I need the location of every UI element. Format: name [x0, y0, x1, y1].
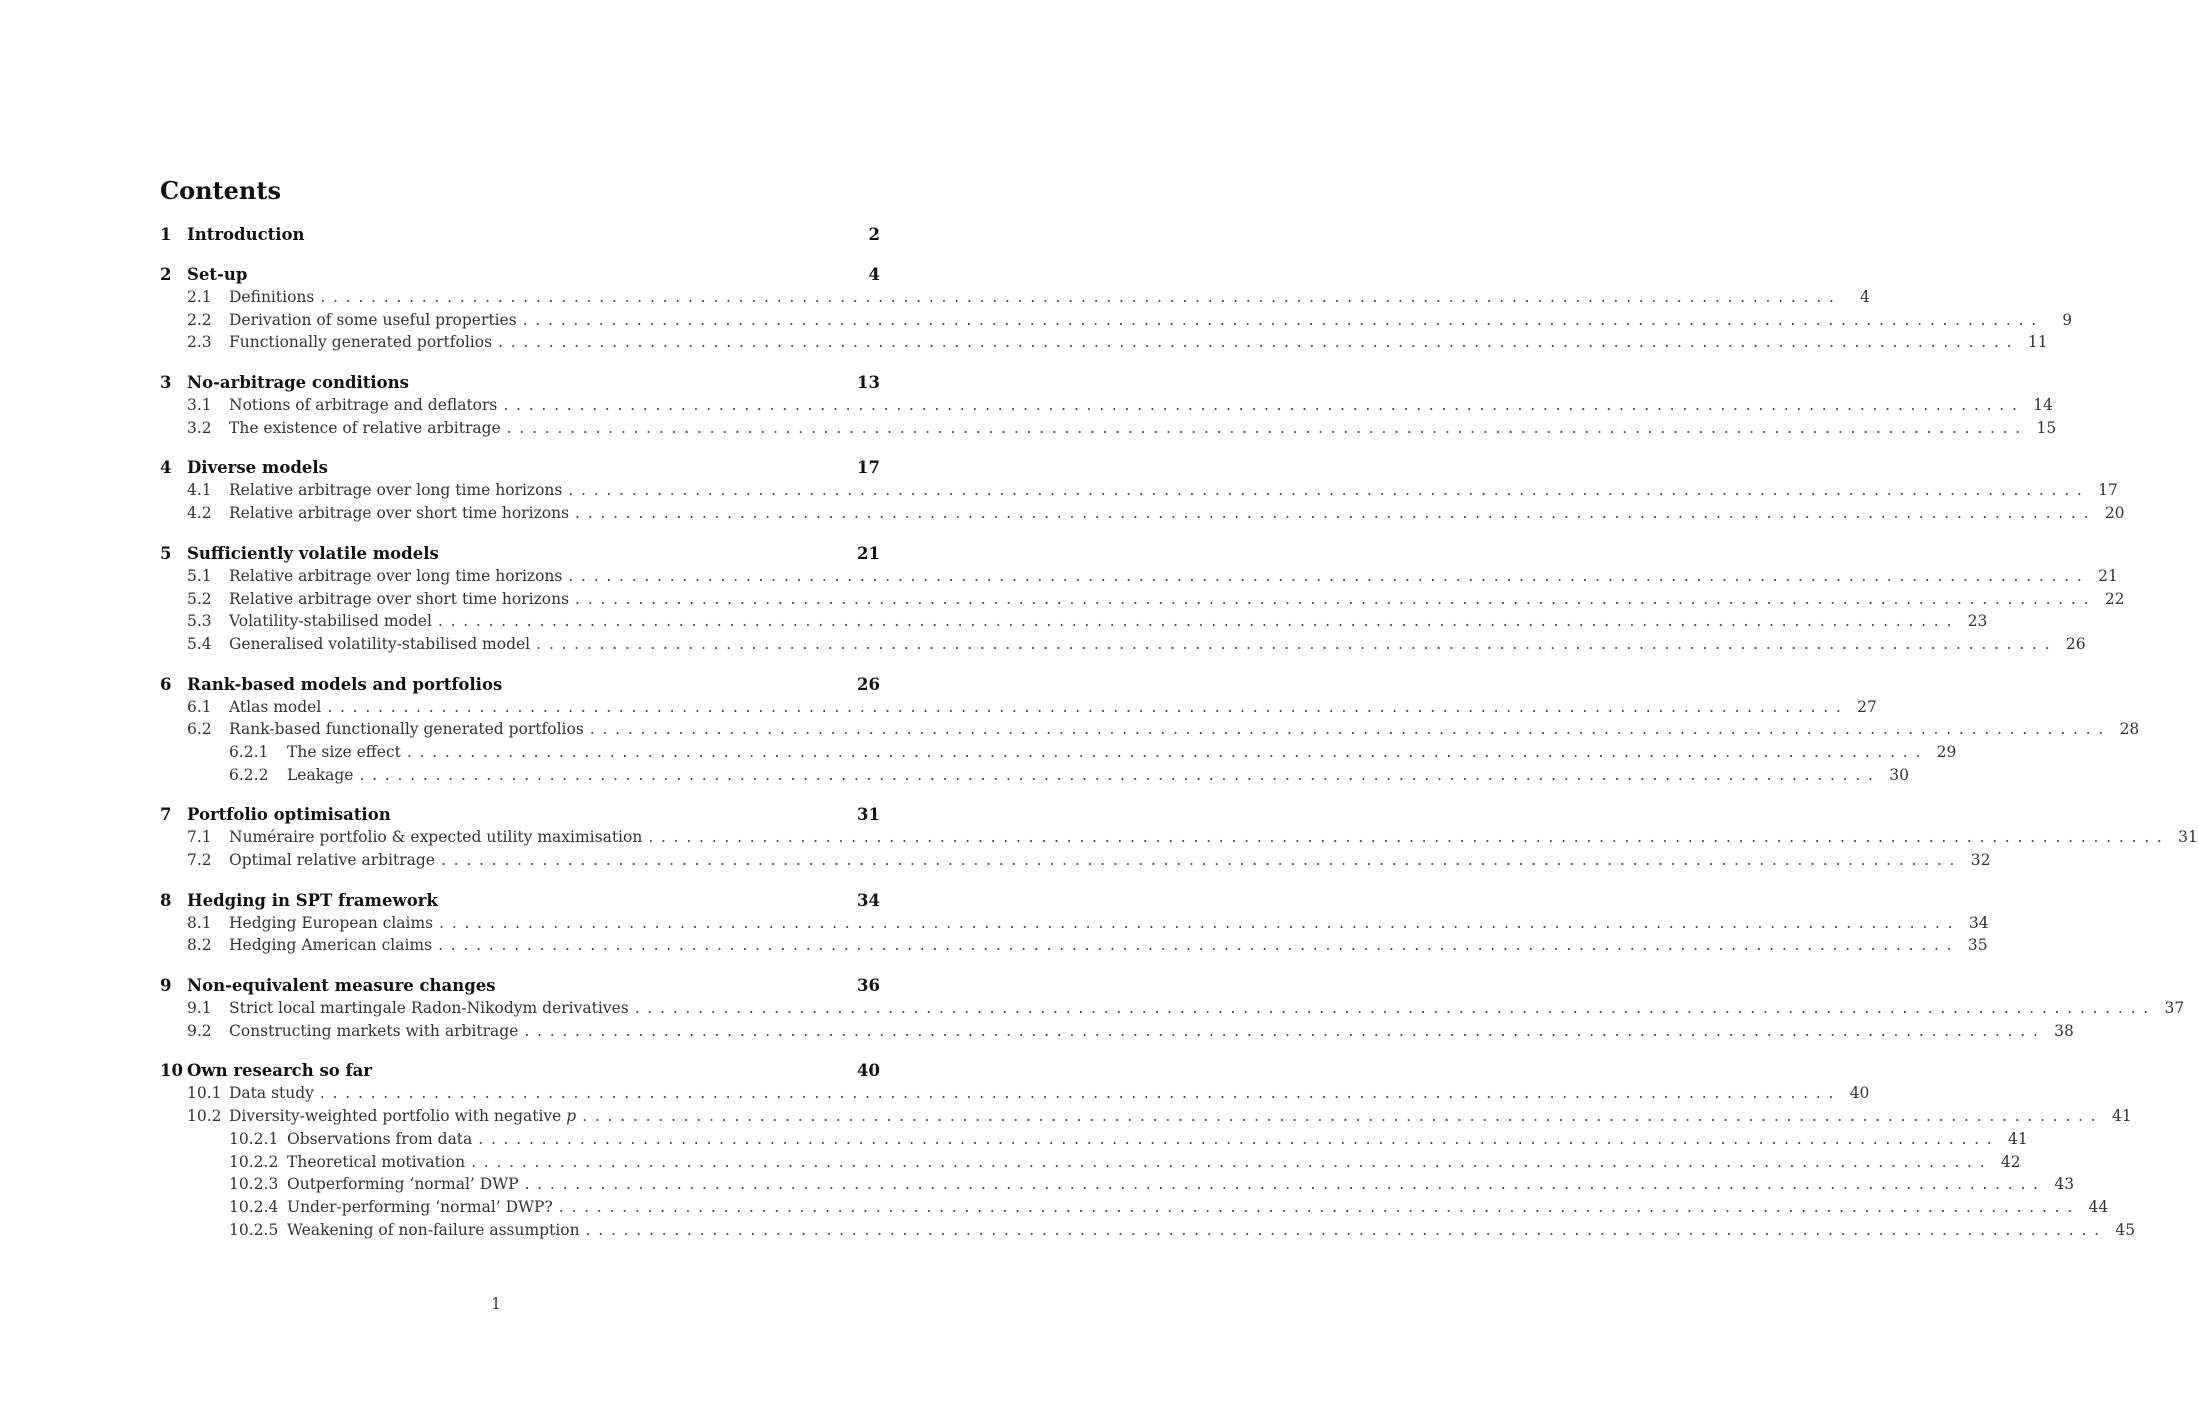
dot-leader: . . . . . . . . . . . . . . . . . . . . . . . . . . . . . . . . . . . . . . . . . . . . . . . . . . . . . . . . . . . . . . . . . . . . . . . . . . . . . . . . . . . . . . . . . . . . . . . . . . . . . . . . . . . . . . . . . . . . . . . .: [585, 1220, 2100, 1239]
entry-page: 14: [2033, 396, 2053, 415]
dot-leader: . . . . . . . . . . . . . . . . . . . . . . . . . . . . . . . . . . . . . . . . . . . . . . . . . . . . . . . . . . . . . . . . . . . . . . . . . . . . . . . . . . . . . . . . . . . . . . . . . . . . . . . . . . . . . . . . . . . . . . . .: [327, 697, 1841, 716]
toc-section: [160, 976, 2185, 1044]
entry-title: Data study: [229, 1084, 314, 1103]
entry-number: 3.1: [187, 396, 212, 415]
entry-title: Constructing markets with arbitrage: [229, 1021, 519, 1040]
entry-page: 28: [2119, 720, 2140, 739]
entry-page: 31: [2178, 828, 2198, 847]
dot-leader: . . . . . . . . . . . . . . . . . . . . . . . . . . . . . . . . . . . . . . . . . . . . . . . . . . . . . . . . . . . . . . . . . . . . . . . . . . . . . . . . . . . . . . . . . . . . . . . . . . . . . . . . . . . . . . . . . . . . . . . .: [319, 1084, 1834, 1103]
entry-page: 26: [2065, 634, 2086, 653]
dot-leader: . . . . . . . . . . . . . . . . . . . . . . . . . . . . . . . . . . . . . . . . . . . . . . . . . . . . . . . . . . . . . . . . . . . . . . . . . . . . . . . . . . . . . . . . . . . . . . . . . . . . . . . . . . . . . . . . . . . . . . . .: [575, 504, 2089, 523]
dot-leader: . . . . . . . . . . . . . . . . . . . . . . . . . . . . . . . . . . . . . . . . . . . . . . . . . . . . . . . . . . . . . . . . . . . . . . . . . . . . . . . . . . . . . . . . . . . . . . . . . . . . . . . . . . . . . . . . . . . . . . . .: [439, 913, 1953, 932]
toc-subsection-link[interactable]: [160, 396, 2053, 419]
toc-section: [160, 458, 2125, 526]
chapter-number: 6: [160, 674, 172, 694]
toc-section: [160, 225, 880, 248]
entry-page: 20: [2104, 504, 2125, 523]
toc-section: [160, 674, 2140, 789]
toc-subsubsection-link[interactable]: [160, 1197, 2109, 1221]
entry-title: Notions of arbitrage and deflators: [229, 396, 498, 415]
entry-title: Relative arbitrage over short time horizons: [229, 589, 570, 608]
toc-subsection-link[interactable]: [160, 481, 2118, 504]
entry-title: Atlas model: [229, 697, 322, 716]
entry-page: 11: [2027, 333, 2048, 352]
entry-title: Hedging American claims: [229, 936, 433, 955]
entry-title: Leakage: [287, 765, 354, 784]
entry-number: 9.1: [187, 999, 212, 1018]
dot-leader: . . . . . . . . . . . . . . . . . . . . . . . . . . . . . . . . . . . . . . . . . . . . . . . . . . . . . . . . . . . . . . . . . . . . . . . . . . . . . . . . . . . . . . . . . . . . . . . . . . . . . . . . . . . . . . . . . . . . . . . .: [437, 612, 1952, 631]
entry-number: 8.2: [187, 936, 212, 955]
entry-title: Functionally generated portfolios: [229, 333, 493, 352]
entry-title: Weakening of non-failure assumption: [287, 1220, 580, 1239]
toc-subsection-link[interactable]: [160, 828, 2198, 851]
toc-section: [160, 265, 2073, 356]
entry-page: 44: [2088, 1197, 2109, 1216]
entry-number: 10.2.1: [229, 1129, 279, 1148]
toc-subsection-link[interactable]: [160, 612, 1988, 635]
chapter-number: 8: [160, 890, 172, 910]
chapter-number: 2: [160, 265, 172, 284]
chapter-number: 5: [160, 543, 172, 563]
entry-page: 32: [1970, 851, 1991, 869]
entry-title: Under-performing ‘normal’ DWP?: [287, 1197, 553, 1216]
entry-number: 6.2.2: [229, 765, 269, 784]
toc-subsubsection-link[interactable]: [160, 1175, 2075, 1198]
entry-number: 7.2: [187, 851, 212, 869]
entry-page: 38: [2054, 1021, 2074, 1040]
chapter-page: 4: [868, 265, 880, 284]
toc-chapter-link[interactable]: [160, 458, 880, 481]
chapter-title: Own research so far: [187, 1061, 372, 1081]
entry-page: 27: [1857, 697, 1877, 716]
toc-chapter-link[interactable]: [160, 891, 880, 914]
toc-section: [160, 373, 2057, 441]
entry-number: 4.2: [187, 504, 212, 523]
dot-leader: . . . . . . . . . . . . . . . . . . . . . . . . . . . . . . . . . . . . . . . . . . . . . . . . . . . . . . . . . . . . . . . . . . . . . . . . . . . . . . . . . . . . . . . . . . . . . . . . . . . . . . . . . . . . . . . . . . . . . . . .: [440, 851, 1955, 869]
chapter-page: 40: [857, 1061, 880, 1081]
entry-number: 4.1: [187, 481, 212, 500]
toc-section: [160, 805, 2198, 873]
dot-leader: . . . . . . . . . . . . . . . . . . . . . . . . . . . . . . . . . . . . . . . . . . . . . . . . . . . . . . . . . . . . . . . . . . . . . . . . . . . . . . . . . . . . . . . . . . . . . . . . . . . . . . . . . . . . . . . . . . . . . . . .: [438, 936, 1952, 955]
toc-subsubsection-link[interactable]: [160, 742, 1957, 766]
entry-page: 42: [2000, 1152, 2021, 1171]
toc-subsection-link[interactable]: [160, 851, 1991, 874]
dot-leader: . . . . . . . . . . . . . . . . . . . . . . . . . . . . . . . . . . . . . . . . . . . . . . . . . . . . . . . . . . . . . . . . . . . . . . . . . . . . . . . . . . . . . . . . . . . . . . . . . . . . . . . . . . . . . . . . . . . . . . . .: [498, 333, 2012, 352]
entry-number: 7.1: [187, 828, 212, 847]
chapter-page: 34: [857, 890, 880, 910]
dot-leader: . . . . . . . . . . . . . . . . . . . . . . . . . . . . . . . . . . . . . . . . . . . . . . . . . . . . . . . . . . . . . . . . . . . . . . . . . . . . . . . . . . . . . . . . . . . . . . . . . . . . . . . . . . . . . . . . . . . . . . . .: [568, 566, 2082, 585]
entry-title: Strict local martingale Radon-Nikodym derivatives: [229, 999, 629, 1018]
toc-chapter-link[interactable]: [160, 675, 880, 698]
entry-number: 10.2.5: [229, 1220, 279, 1239]
entry-number: 6.2.1: [229, 742, 269, 761]
dot-leader: . . . . . . . . . . . . . . . . . . . . . . . . . . . . . . . . . . . . . . . . . . . . . . . . . . . . . . . . . . . . . . . . . . . . . . . . . . . . . . . . . . . . . . . . . . . . . . . . . . . . . . . . . . . . . . . . . . . . . . . .: [524, 1021, 2038, 1040]
chapter-title: Set-up: [187, 265, 248, 284]
entry-number: 2.1: [187, 288, 212, 306]
chapter-page: 26: [857, 674, 880, 694]
chapter-title: Portfolio optimisation: [187, 805, 391, 825]
entry-title: Optimal relative arbitrage: [229, 851, 435, 869]
dot-leader: . . . . . . . . . . . . . . . . . . . . . . . . . . . . . . . . . . . . . . . . . . . . . . . . . . . . . . . . . . . . . . . . . . . . . . . . . . . . . . . . . . . . . . . . . . . . . . . . . . . . . . . . . . . . . . . . . . . . . . . .: [471, 1152, 1985, 1171]
page-number: 1: [491, 1295, 501, 1313]
toc-chapter-link[interactable]: [160, 544, 880, 567]
toc-subsection-link[interactable]: [160, 999, 2185, 1022]
chapter-title: Hedging in SPT framework: [187, 890, 438, 910]
entry-title: Diversity-weighted portfolio with negative p: [229, 1107, 577, 1126]
chapter-page: 21: [857, 543, 880, 563]
toc-subsection-link[interactable]: [160, 1107, 2132, 1130]
chapter-page: 17: [857, 458, 880, 478]
toc-subsection-link[interactable]: [160, 418, 2057, 442]
entry-title: Hedging European claims: [229, 913, 434, 932]
entry-page: 41: [2111, 1107, 2132, 1126]
toc-subsection-link[interactable]: [160, 288, 1870, 311]
entry-title: Outperforming ‘normal’ DWP: [287, 1175, 519, 1194]
toc-section: [160, 543, 2125, 658]
dot-leader: . . . . . . . . . . . . . . . . . . . . . . . . . . . . . . . . . . . . . . . . . . . . . . . . . . . . . . . . . . . . . . . . . . . . . . . . . . . . . . . . . . . . . . . . . . . . . . . . . . . . . . . . . . . . . . . . . . . . . . . .: [634, 999, 2149, 1018]
entry-number: 6.1: [187, 697, 212, 716]
chapter-title: Diverse models: [187, 458, 328, 478]
entry-title: Derivation of some useful properties: [229, 310, 517, 329]
entry-number: 5.2: [187, 589, 212, 608]
toc-subsection-link[interactable]: [160, 566, 2118, 590]
entry-page: 41: [2008, 1129, 2028, 1148]
toc-subsubsection-link[interactable]: [160, 1129, 2028, 1153]
toc-chapter-link[interactable]: [160, 976, 880, 999]
chapter-title: Non-equivalent measure changes: [187, 976, 496, 996]
entry-number: 10.2.4: [229, 1197, 279, 1216]
entry-page: 22: [2104, 589, 2125, 608]
toc-subsection-link[interactable]: [160, 310, 2073, 334]
entry-title: Relative arbitrage over short time horizons: [229, 504, 570, 523]
entry-number: 6.2: [187, 720, 212, 739]
entry-title: Generalised volatility-stabilised model: [229, 634, 531, 653]
chapter-page: 2: [868, 225, 880, 244]
dot-leader: . . . . . . . . . . . . . . . . . . . . . . . . . . . . . . . . . . . . . . . . . . . . . . . . . . . . . . . . . . . . . . . . . . . . . . . . . . . . . . . . . . . . . . . . . . . . . . . . . . . . . . . . . . . . . . . . . . . . . . . .: [320, 288, 1834, 306]
entry-page: 23: [1967, 612, 1988, 631]
contents-heading: Contents: [160, 176, 281, 205]
chapter-page: 31: [857, 805, 880, 825]
dot-leader: . . . . . . . . . . . . . . . . . . . . . . . . . . . . . . . . . . . . . . . . . . . . . . . . . . . . . . . . . . . . . . . . . . . . . . . . . . . . . . . . . . . . . . . . . . . . . . . . . . . . . . . . . . . . . . . . . . . . . . . .: [648, 828, 2162, 847]
entry-number: 8.1: [187, 913, 212, 932]
toc-subsection-link[interactable]: [160, 504, 2125, 527]
chapter-number: 3: [160, 373, 172, 393]
chapter-number: 10: [160, 1061, 183, 1081]
dot-leader: . . . . . . . . . . . . . . . . . . . . . . . . . . . . . . . . . . . . . . . . . . . . . . . . . . . . . . . . . . . . . . . . . . . . . . . . . . . . . . . . . . . . . . . . . . . . . . . . . . . . . . . . . . . . . . . . . . . . . . . .: [568, 481, 2082, 500]
toc-chapter-link[interactable]: [160, 805, 880, 828]
entry-page: 43: [2054, 1175, 2075, 1194]
entry-title: Relative arbitrage over long time horizons: [229, 481, 563, 500]
toc-subsection-link[interactable]: [160, 1021, 2074, 1045]
toc-chapter-link[interactable]: [160, 265, 880, 288]
entry-title: Theoretical motivation: [287, 1152, 466, 1171]
entry-number: 3.2: [187, 418, 212, 437]
entry-title: Relative arbitrage over long time horizons: [229, 566, 563, 585]
toc-subsection-link[interactable]: [160, 1084, 1870, 1107]
entry-number: 10.2: [187, 1107, 222, 1126]
dot-leader: . . . . . . . . . . . . . . . . . . . . . . . . . . . . . . . . . . . . . . . . . . . . . . . . . . . . . . . . . . . . . . . . . . . . . . . . . . . . . . . . . . . . . . . . . . . . . . . . . . . . . . . . . . . . . . . . . . . . . . . .: [582, 1107, 2096, 1126]
toc-subsection-link[interactable]: [160, 913, 1989, 937]
chapter-title: No-arbitrage conditions: [187, 373, 409, 393]
toc-chapter-link[interactable]: [160, 225, 880, 248]
dot-leader: . . . . . . . . . . . . . . . . . . . . . . . . . . . . . . . . . . . . . . . . . . . . . . . . . . . . . . . . . . . . . . . . . . . . . . . . . . . . . . . . . . . . . . . . . . . . . . . . . . . . . . . . . . . . . . . . . . . . . . . .: [406, 742, 1921, 761]
dot-leader: . . . . . . . . . . . . . . . . . . . . . . . . . . . . . . . . . . . . . . . . . . . . . . . . . . . . . . . . . . . . . . . . . . . . . . . . . . . . . . . . . . . . . . . . . . . . . . . . . . . . . . . . . . . . . . . . . . . . . . . .: [522, 310, 2037, 329]
entry-number: 10.1: [187, 1084, 222, 1103]
toc-subsection-link[interactable]: [160, 589, 2125, 613]
entry-number: 5.1: [187, 566, 212, 585]
chapter-number: 7: [160, 805, 172, 825]
dot-leader: . . . . . . . . . . . . . . . . . . . . . . . . . . . . . . . . . . . . . . . . . . . . . . . . . . . . . . . . . . . . . . . . . . . . . . . . . . . . . . . . . . . . . . . . . . . . . . . . . . . . . . . . . . . . . . . . . . . . . . . .: [503, 396, 2017, 415]
dot-leader: . . . . . . . . . . . . . . . . . . . . . . . . . . . . . . . . . . . . . . . . . . . . . . . . . . . . . . . . . . . . . . . . . . . . . . . . . . . . . . . . . . . . . . . . . . . . . . . . . . . . . . . . . . . . . . . . . . . . . . . .: [575, 589, 2089, 608]
toc-section: [160, 1061, 2136, 1243]
chapter-number: 9: [160, 976, 172, 996]
entry-title: Definitions: [229, 288, 315, 306]
toc-subsection-link[interactable]: [160, 333, 2048, 356]
entry-page: 21: [2098, 566, 2118, 585]
toc-subsubsection-link[interactable]: [160, 1220, 2136, 1244]
entry-number: 9.2: [187, 1021, 212, 1040]
entry-number: 2.2: [187, 310, 212, 329]
entry-number: 5.4: [187, 634, 212, 653]
toc-subsection-link[interactable]: [160, 720, 2140, 743]
entry-page: 45: [2115, 1220, 2136, 1239]
toc-subsubsection-link[interactable]: [160, 1152, 2021, 1176]
dot-leader: . . . . . . . . . . . . . . . . . . . . . . . . . . . . . . . . . . . . . . . . . . . . . . . . . . . . . . . . . . . . . . . . . . . . . . . . . . . . . . . . . . . . . . . . . . . . . . . . . . . . . . . . . . . . . . . . . . . . . . . .: [506, 418, 2021, 437]
toc-subsubsection-link[interactable]: [160, 765, 1909, 789]
toc-body: [160, 225, 2198, 1243]
entry-page: 4: [1859, 288, 1870, 306]
toc-subsection-link[interactable]: [160, 634, 2086, 658]
entry-title: The existence of relative arbitrage: [229, 418, 501, 437]
entry-page: 15: [2036, 418, 2057, 437]
dot-leader: . . . . . . . . . . . . . . . . . . . . . . . . . . . . . . . . . . . . . . . . . . . . . . . . . . . . . . . . . . . . . . . . . . . . . . . . . . . . . . . . . . . . . . . . . . . . . . . . . . . . . . . . . . . . . . . . . . . . . . . .: [478, 1129, 1992, 1148]
toc-subsection-link[interactable]: [160, 936, 1988, 959]
table-of-contents: [160, 174, 2198, 1260]
entry-title: Observations from data: [287, 1129, 473, 1148]
dot-leader: . . . . . . . . . . . . . . . . . . . . . . . . . . . . . . . . . . . . . . . . . . . . . . . . . . . . . . . . . . . . . . . . . . . . . . . . . . . . . . . . . . . . . . . . . . . . . . . . . . . . . . . . . . . . . . . . . . . . . . . .: [589, 720, 2104, 739]
chapter-number: 1: [160, 225, 172, 244]
entry-number: 10.2.2: [229, 1152, 279, 1171]
toc-subsection-link[interactable]: [160, 697, 1877, 721]
chapter-page: 36: [857, 976, 880, 996]
dot-leader: . . . . . . . . . . . . . . . . . . . . . . . . . . . . . . . . . . . . . . . . . . . . . . . . . . . . . . . . . . . . . . . . . . . . . . . . . . . . . . . . . . . . . . . . . . . . . . . . . . . . . . . . . . . . . . . . . . . . . . . .: [524, 1175, 2039, 1194]
chapter-page: 13: [857, 373, 880, 393]
entry-number: 2.3: [187, 333, 212, 352]
entry-page: 29: [1936, 742, 1957, 761]
dot-leader: . . . . . . . . . . . . . . . . . . . . . . . . . . . . . . . . . . . . . . . . . . . . . . . . . . . . . . . . . . . . . . . . . . . . . . . . . . . . . . . . . . . . . . . . . . . . . . . . . . . . . . . . . . . . . . . . . . . . . . . .: [558, 1197, 2073, 1216]
entry-number: 5.3: [187, 612, 212, 631]
toc-chapter-link[interactable]: [160, 1061, 880, 1084]
entry-title: Volatility-stabilised model: [229, 612, 432, 631]
entry-title: The size effect: [287, 742, 401, 761]
entry-page: 30: [1889, 765, 1909, 784]
chapter-number: 4: [160, 458, 172, 478]
entry-page: 37: [2164, 999, 2185, 1018]
entry-page: 35: [1967, 936, 1988, 955]
entry-page: 17: [2098, 481, 2118, 500]
chapter-title: Rank-based models and portfolios: [187, 674, 503, 694]
entry-page: 40: [1849, 1084, 1870, 1103]
dot-leader: . . . . . . . . . . . . . . . . . . . . . . . . . . . . . . . . . . . . . . . . . . . . . . . . . . . . . . . . . . . . . . . . . . . . . . . . . . . . . . . . . . . . . . . . . . . . . . . . . . . . . . . . . . . . . . . . . . . . . . . .: [536, 634, 2050, 653]
toc-section: [160, 890, 1989, 959]
entry-page: 34: [1968, 913, 1989, 932]
dot-leader: . . . . . . . . . . . . . . . . . . . . . . . . . . . . . . . . . . . . . . . . . . . . . . . . . . . . . . . . . . . . . . . . . . . . . . . . . . . . . . . . . . . . . . . . . . . . . . . . . . . . . . . . . . . . . . . . . . . . . . . .: [359, 765, 1873, 784]
entry-title: Numéraire portfolio & expected utility maximisation: [229, 828, 643, 847]
entry-page: 9: [2062, 310, 2073, 329]
chapter-title: Introduction: [187, 225, 305, 244]
chapter-title: Sufficiently volatile models: [187, 543, 439, 563]
toc-chapter-link[interactable]: [160, 373, 880, 396]
entry-number: 10.2.3: [229, 1175, 279, 1194]
entry-title: Rank-based functionally generated portfolios: [229, 720, 584, 739]
